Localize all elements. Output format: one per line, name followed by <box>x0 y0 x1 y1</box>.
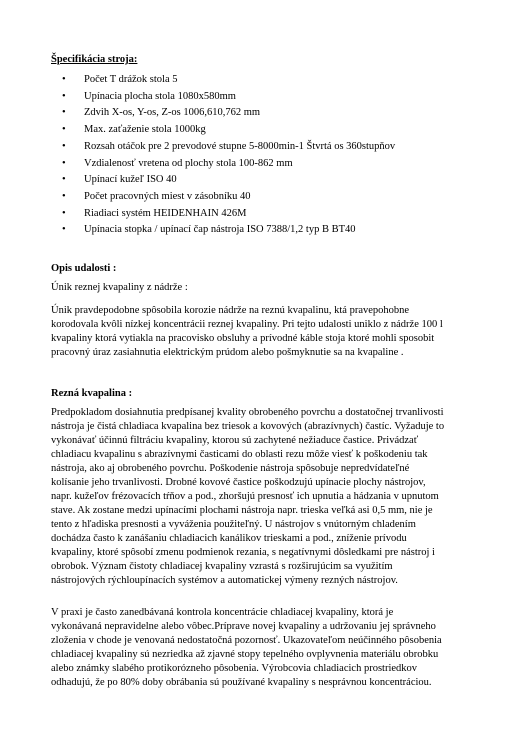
text-line: vykonávať účinnú filtráciu kvapaliny, ktorou sú zachytené nežiaduce častice. Privádzať <box>51 435 419 446</box>
text-line: chladiacu kvapalinu s abrazívnymi časticami do oblasti rezu môže viesť k poškodeniu tak <box>51 449 428 460</box>
text-line: Únik pravdepodobne spôsobila korozie nádrže na reznú kvapalinu, ktá pravepohobne <box>51 305 410 316</box>
text-line: chladiacej kvapaliny sú nezriedka až zjavné stopy tepelného ovplyvnenia materiálu obrobku <box>51 649 439 660</box>
text-line: kvapaliny, ktoré spôsobí zmenu podmienok rezania, s negatívnymi dôsledkami pre nástroj i <box>51 547 435 558</box>
spec-item: • Počet T drážok stola 5 <box>62 72 395 89</box>
fluid-heading: Rezná kvapalina : <box>51 388 133 399</box>
text-line: stave. Ak zostane medzi upínacími plochami nástroja napr. trieska veľká asi 0,5 mm, nie je <box>51 505 433 516</box>
spec-item: • Upínacia plocha stola 1080x580mm <box>62 89 395 106</box>
text-line: nástroja, ako aj obrobeného povrchu. Poškodenie nástroja spôsobuje nepredvídateľné <box>51 463 410 474</box>
text-line: kvapaliny ktorá vytiakla na pracovisko obsluhy a prívodné káble stoja ktoré mohli sposobit <box>51 333 435 344</box>
spec-item: • Vzdialenosť vretena od plochy stola 100-862 mm <box>62 156 395 173</box>
incident-subheading: Únik reznej kvapaliny z nádrže : <box>51 282 188 293</box>
spec-item: • Upínacia stopka / upínací čap nástroja ISO 7388/1,2 typ B BT40 <box>62 222 395 239</box>
text-line: alebo známky slabého protikorózneho pôsobenia. Výrobcovia chladiacich prostriedkov <box>51 663 418 674</box>
incident-paragraph <box>51 304 476 360</box>
spec-item: • Zdvih X-os, Y-os, Z-os 1006,610,762 mm <box>62 105 395 122</box>
text-line: odhadujú, že po 80% doby obrábania sú používané kvapaliny s nesprávnou koncentráciou. <box>51 677 432 688</box>
spec-item: • Počet pracovných miest v zásobníku 40 <box>62 189 395 206</box>
text-line: kolísanie jeho trvanlivosti. Drobné kovové častice poškodzujú upínacie plochy nástrojov, <box>51 477 426 488</box>
text-line: tento z hľadiska presnosti a vyváženia použiteľný. U nástrojov s vnútorným chladením <box>51 519 416 530</box>
spec-item: • Riadiaci systém HEIDENHAIN 426M <box>62 206 395 223</box>
spec-item: • Upínací kužeľ ISO 40 <box>62 172 395 189</box>
text-line: napr. kužeľov frézovacích tŕňov a pod., zhoršujú presnosť ich upnutia a hádzania v upnutom <box>51 491 439 502</box>
spec-heading: Špecifikácia stroja: <box>51 54 138 65</box>
text-line: pracovný úraz zasiahnutia elektrickým prúdom alebo pošmyknutie sa na kvapaline . <box>51 347 404 358</box>
text-line: nástroja je čistá chladiaca kvapalina bez triesok a kovových (abrazívnych) častíc. Vyžaduje to <box>51 421 445 432</box>
text-line: V praxi je často zanedbávaná kontrola koncentrácie chladiacej kvapaliny, ktorá je <box>51 607 394 618</box>
text-line: zloženia v chode je venovaná nedostatočná pozornosť. Ukazovateľom neúčinného pôsobenia <box>51 635 442 646</box>
text-line: vykonávaná nepravidelne alebo vôbec.Príprave novej kvapaliny a udržovaniu jej správneho <box>51 621 436 632</box>
spec-list <box>62 72 395 239</box>
text-line: obrobok. Význam čistoty chladiacej kvapaliny vzrastá s rozširujúcim sa využitím <box>51 561 393 572</box>
text-line: nástrojových rýchloupínacích systémov a automatickej výmeny rezných nástrojov. <box>51 575 398 586</box>
incident-heading: Opis udalosti : <box>51 263 117 274</box>
spec-item: • Rozsah otáčok pre 2 prevodové stupne 5-8000min-1 Štvrtá os 360stupňov <box>62 139 395 156</box>
practice-paragraph <box>51 606 476 690</box>
text-line: korodovala kvôli nízkej koncentrácii reznej kvapaliny. Pri tejto udalosti uniklo z nádrže 100 l <box>51 319 443 330</box>
fluid-paragraph <box>51 406 476 588</box>
text-line: Predpokladom dosiahnutia predpísanej kvality obrobeného povrchu a dostatočnej trvanlivosti <box>51 407 444 418</box>
text-line: dochádza často k zanášaniu chladiacich kanálikov trieskami a pod., zníženie prívodu <box>51 533 407 544</box>
spec-item: • Max. zaťaženie stola 1000kg <box>62 122 395 139</box>
